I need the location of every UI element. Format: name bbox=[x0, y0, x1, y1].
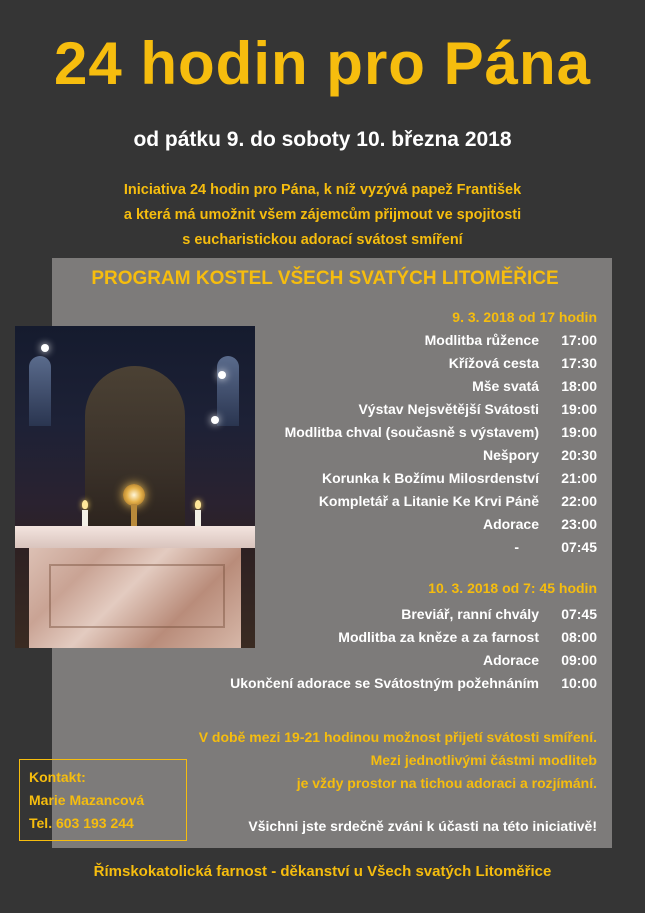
schedule-time: 17:30 bbox=[561, 355, 597, 371]
page-title: 24 hodin pro Pána bbox=[53, 30, 592, 97]
candle-flame bbox=[195, 500, 201, 509]
light-lamp bbox=[218, 371, 226, 379]
schedule-label: Breviář, ranní chvály bbox=[401, 606, 539, 622]
note-line: Mezi jednotlivými částmi modliteb bbox=[370, 752, 597, 768]
schedule-time: 18:00 bbox=[561, 378, 597, 394]
program-heading: PROGRAM KOSTEL VŠECH SVATÝCH LITOMĚŘICE bbox=[91, 268, 559, 289]
note-line: V době mezi 19-21 hodinou možnost přijetí svátosti smíření. bbox=[198, 729, 597, 745]
schedule-time: 20:30 bbox=[561, 447, 597, 463]
schedule-row bbox=[425, 329, 597, 352]
schedule-row bbox=[358, 398, 597, 421]
schedule-time: 08:00 bbox=[561, 629, 597, 645]
contact-phone: Tel. 603 193 244 bbox=[29, 815, 134, 831]
intro-line: a která má umožnit všem zájemcům přijmout ve spojitosti bbox=[123, 207, 522, 223]
note-line: je vždy prostor na tichou adoraci a rozjímání. bbox=[296, 775, 597, 791]
schedule-time: 17:00 bbox=[561, 332, 597, 348]
intro-text bbox=[0, 178, 645, 253]
schedule-row bbox=[322, 467, 597, 490]
monstrance-stem bbox=[131, 504, 137, 528]
schedule-row bbox=[338, 626, 597, 649]
contact-heading: Kontakt: bbox=[29, 769, 86, 785]
schedule-label: Ukončení adorace se Svátostným požehnáním bbox=[230, 675, 539, 691]
intro-line: s eucharistickou adorací svátost smíření bbox=[182, 232, 463, 248]
church-altar-photo bbox=[15, 326, 255, 648]
invitation-text: Všichni jste srdečně zváni k účasti na této iniciativě! bbox=[248, 818, 597, 834]
schedule-time: 19:00 bbox=[561, 424, 597, 440]
parish-footer: Římskokatolická farnost - děkanství u Všech svatých Litoměřice bbox=[93, 863, 552, 880]
schedule-row bbox=[483, 444, 597, 467]
contact-name: Marie Mazancová bbox=[29, 792, 145, 808]
schedule-time: 10:00 bbox=[561, 675, 597, 691]
schedule-label: Mše svatá bbox=[472, 378, 539, 394]
monstrance bbox=[123, 484, 145, 506]
schedule-label: Modlitba růžence bbox=[424, 332, 539, 348]
schedule-time: 07:45 bbox=[561, 606, 597, 622]
event-dates: od pátku 9. do soboty 10. března 2018 bbox=[133, 128, 512, 151]
schedule-row bbox=[514, 536, 597, 559]
schedule-label: Modlitba chval (současně s výstavem) bbox=[284, 424, 539, 440]
schedule-label: Výstav Nejsvětější Svátosti bbox=[358, 401, 539, 417]
light-lamp bbox=[211, 416, 219, 424]
schedule-row bbox=[449, 352, 597, 375]
day1-heading: 9. 3. 2018 od 17 hodin bbox=[452, 309, 597, 325]
church-window bbox=[29, 356, 51, 426]
schedule-time: 07:45 bbox=[561, 539, 597, 555]
altar-panel bbox=[49, 564, 225, 628]
schedule-row bbox=[319, 490, 597, 513]
schedule-label: Korunka k Božímu Milosrdenství bbox=[321, 470, 539, 486]
schedule-row bbox=[285, 421, 597, 444]
altar-table bbox=[15, 526, 255, 548]
schedule-row bbox=[230, 672, 597, 695]
schedule-label: Kompletář a Litanie Ke Krvi Páně bbox=[318, 493, 539, 509]
schedule-label: Adorace bbox=[482, 516, 539, 532]
schedule-row bbox=[472, 375, 597, 398]
schedule-row bbox=[483, 649, 597, 672]
schedule-time: 23:00 bbox=[561, 516, 597, 532]
schedule-label: - bbox=[514, 539, 519, 555]
schedule-time: 22:00 bbox=[561, 493, 597, 509]
contact-box bbox=[19, 759, 187, 841]
schedule-label: Nešpory bbox=[482, 447, 539, 463]
candle-flame bbox=[82, 500, 88, 509]
schedule-row bbox=[483, 513, 597, 536]
intro-line: Iniciativa 24 hodin pro Pána, k níž vyzývá papež František bbox=[123, 182, 522, 198]
schedule-label: Adorace bbox=[482, 652, 539, 668]
schedule-time: 09:00 bbox=[561, 652, 597, 668]
church-window bbox=[217, 356, 239, 426]
day2-heading: 10. 3. 2018 od 7: 45 hodin bbox=[428, 580, 597, 596]
schedule-label: Křížová cesta bbox=[448, 355, 539, 371]
schedule-label: Modlitba za kněze a za farnost bbox=[338, 629, 539, 645]
schedule-row bbox=[401, 603, 597, 626]
light-lamp bbox=[41, 344, 49, 352]
schedule-time: 19:00 bbox=[561, 401, 597, 417]
schedule-time: 21:00 bbox=[561, 470, 597, 486]
